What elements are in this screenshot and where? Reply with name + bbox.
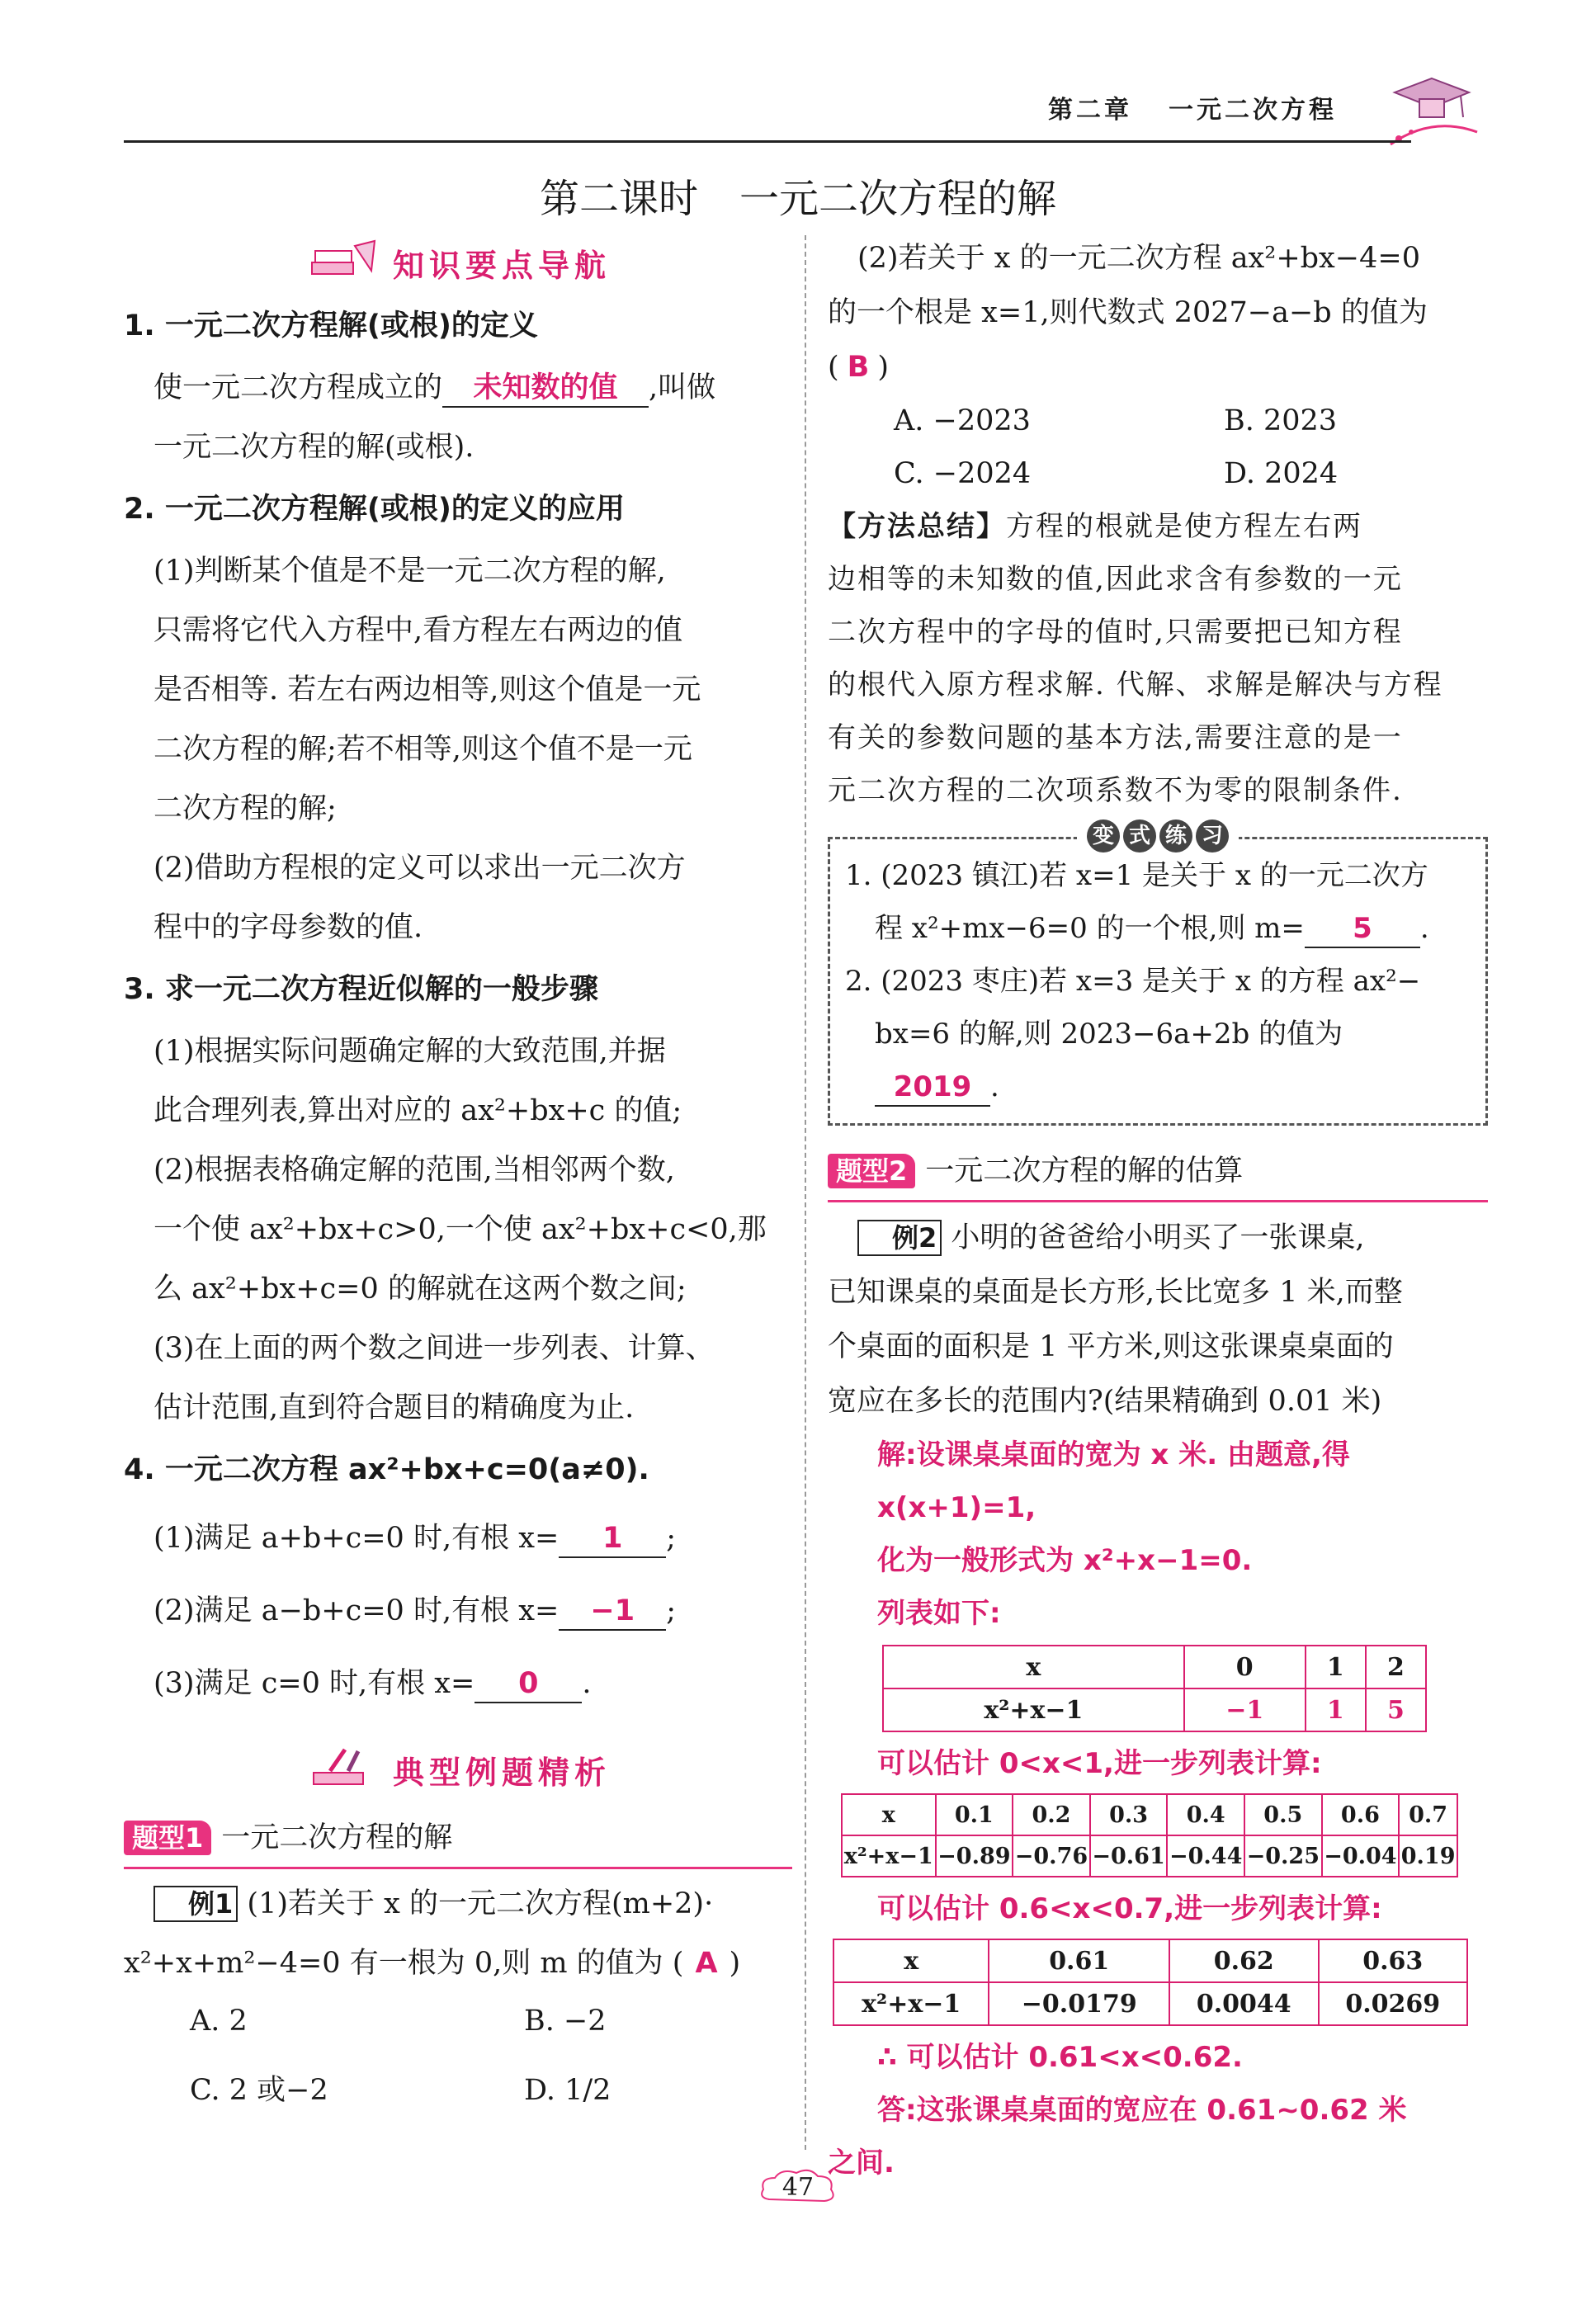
ex1b-option-a: A. −2023 [894,404,1031,437]
variant-answer1: 5 [1305,910,1420,948]
books-icon [305,238,381,287]
k3-l3: (2)根据表格确定解的范围,当相邻两个数, [153,1154,675,1187]
header-rule [124,140,1411,143]
ex1-option-d: D. 1/2 [524,2074,611,2107]
variant-q2-line3: 2019 . [845,1060,1471,1113]
k4-case3: (3)满足 c=0 时,有根 x= 0 . [124,1647,792,1720]
running-header: 第二章 一元二次方程 [1048,96,1337,125]
ex1b-line1: (2)若关于 x 的一元二次方程 ax²+bx−4=0 [857,242,1420,275]
section-knowledge: 知识要点导航 [124,231,792,294]
k3-l4: 一个使 ax²+bx+c>0,一个使 ax²+bx+c<0,那 [153,1213,767,1246]
variant-q1-line1: 1. (2023 镇江)若 x=1 是关于 x 的一元二次方 [845,859,1428,892]
variant-q1-line2: 程 x²+mx−6=0 的一个根,则 m= 5 . [845,902,1471,955]
table-row: x 0.1 0.2 0.3 0.4 0.5 0.6 0.7 [842,1794,1457,1835]
k1-heading: 1. 一元二次方程解(或根)的定义 [124,309,538,342]
table-row: x²+x−1 −0.0179 0.0044 0.0269 [833,1982,1467,2025]
k1-blank: 未知数的值 [442,370,649,408]
type1-heading: 题型1 一元二次方程的解 [124,1809,792,1869]
right-column [828,231,1488,2189]
solution-line1: 解:设课桌桌面的宽为 x 米. 由题意,得 [877,1438,1350,1471]
k3-l7: 估计范围,直到符合题目的精确度为止. [153,1391,635,1424]
estimate-line2: 可以估计 0.6<x<0.7,进一步列表计算: [877,1892,1382,1925]
example2-box: 例2 [857,1220,942,1256]
variant-q2-line1: 2. (2023 枣庄)若 x=3 是关于 x 的方程 ax²− [845,965,1421,998]
k4-case1: (1)满足 a+b+c=0 时,有根 x= 1 ; [124,1502,792,1575]
page-number: 47 [757,2166,839,2208]
ex1b-options-row2 [828,447,1488,500]
table-1 [882,1645,1427,1732]
ex1b-option-d: D. 2024 [1224,457,1339,490]
variant-q2-line2: bx=6 的解,则 2023−6a+2b 的值为 [875,1018,1343,1051]
k4-answer1: 1 [559,1520,666,1558]
ex1-question-line2: x²+x+m²−4=0 有一根为 0,则 m 的值为 ( A ) [124,1947,741,1980]
table-row: x²+x−1 −0.89 −0.76 −0.61 −0.44 −0.25 −0.04 0.19 [842,1835,1457,1877]
k3-l1: (1)根据实际问题确定解的大致范围,并据 [153,1035,666,1068]
left-column [124,231,792,2132]
k2-p1-5: 二次方程的解; [153,792,337,825]
example1-box: 例1 [153,1886,238,1922]
type2-tag: 题型2 [828,1154,915,1188]
table-row: x²+x−1 −1 1 5 [883,1688,1426,1731]
ex2-line2: 已知课桌的桌面是长方形,长比宽多 1 米,而整 [828,1276,1403,1309]
type1-tag: 题型1 [124,1821,211,1855]
table-row: x 0 1 2 [883,1646,1426,1688]
conclusion-line2: 答:这张课桌桌面的宽应在 0.61~0.62 米 [877,2094,1407,2127]
ex2-line1: 例2 小明的爸爸给小明买了一张课桌, [828,1211,1488,1265]
solution-line3: 化为一般形式为 x²+x−1=0. [877,1544,1253,1577]
pencils-icon [305,1745,381,1794]
k4-heading: 4. 一元二次方程 ax²+bx+c=0(a≠0). [124,1453,649,1486]
conclusion-line3: 之间. [828,2147,895,2180]
k2-p1-3: 是否相等. 若左右两边相等,则这个值是一元 [153,673,701,706]
method-summary: 【方法总结】方程的根就是使方程左右两 边相等的未知数的值,因此求含有参数的一元 二次方程中的字母的值时,只需要把已知方程 的根代入原方程求解. 代解、求解是解决与方程 有关的参数问题的基本方法,需要注意的是一 元二次方程的二次项系数不为零的限制条件. [828,510,1443,807]
k2-heading: 2. 一元二次方程解(或根)的定义的应用 [124,493,625,526]
k4-case2: (2)满足 a−b+c=0 时,有根 x= −1 ; [124,1575,792,1647]
ex2-line3: 个桌面的面积是 1 平方米,则这张课桌桌面的 [828,1330,1394,1363]
ex1b-option-b: B. 2023 [1224,404,1338,437]
table-row: x 0.61 0.62 0.63 [833,1939,1467,1982]
type2-heading: 题型2 一元二次方程的解的估算 [828,1142,1488,1202]
solution-line4: 列表如下: [877,1597,1001,1630]
ex1b-option-c: C. −2024 [894,457,1032,490]
variant-practice-box [828,824,1488,1126]
k3-l6: (3)在上面的两个数之间进一步列表、计算、 [153,1332,715,1365]
estimate-line1: 可以估计 0<x<1,进一步列表计算: [877,1747,1322,1780]
conclusion-line1: ∴ 可以估计 0.61<x<0.62. [877,2041,1243,2074]
k2-p1-2: 只需将它代入方程中,看方程左右两边的值 [153,614,683,647]
k2-p2-1: (2)借助方程根的定义可以求出一元二次方 [153,852,686,885]
k1-definition: 使一元二次方程成立的 未知数的值 ,叫做 [124,358,792,418]
ex1-option-c: C. 2 或−2 [190,2074,328,2107]
ex1-options-row2 [124,2049,792,2132]
ex1b-options-row1 [828,394,1488,447]
variant-title: 变 式 练 习 [830,819,1485,853]
ex1-option-b: B. −2 [524,2005,607,2038]
k2-p1-4: 二次方程的解;若不相等,则这个值不是一元 [153,733,692,766]
k3-l5: 么 ax²+bx+c=0 的解就在这两个数之间; [153,1273,687,1306]
k2-p2-2: 程中的字母参数的值. [153,911,423,944]
ex1-option-a: A. 2 [190,2005,248,2038]
ex1-options-row1 [124,1993,792,2049]
ex1-question-line1: 例1 (1)若关于 x 的一元二次方程(m+2)· [124,1874,792,1934]
table-3 [833,1939,1468,2026]
k4-answer2: −1 [559,1593,666,1631]
ex1-answer: A [695,1947,718,1980]
k3-heading: 3. 求一元二次方程近似解的一般步骤 [124,973,598,1006]
section-examples: 典型例题精析 [124,1738,792,1801]
table-2 [841,1793,1458,1877]
k3-l2: 此合理列表,算出对应的 ax²+bx+c 的值; [153,1094,682,1127]
ex1b-answer: B [847,351,870,384]
variant-answer2: 2019 [875,1069,990,1107]
k2-p1-1: (1)判断某个值是不是一元二次方程的解, [153,555,666,588]
graduation-cap-icon [1382,66,1481,157]
ex2-line4: 宽应在多长的范围内?(结果精确到 0.01 米) [828,1385,1382,1418]
page-title: 第二课时 一元二次方程的解 [539,176,1057,222]
k1-line2: 一元二次方程的解(或根). [153,431,475,464]
ex1b-line2: 的一个根是 x=1,则代数式 2027−a−b 的值为( B ) [828,296,1428,384]
solution-line2: x(x+1)=1, [877,1491,1036,1524]
k4-answer3: 0 [475,1665,582,1703]
column-divider [805,235,806,2150]
